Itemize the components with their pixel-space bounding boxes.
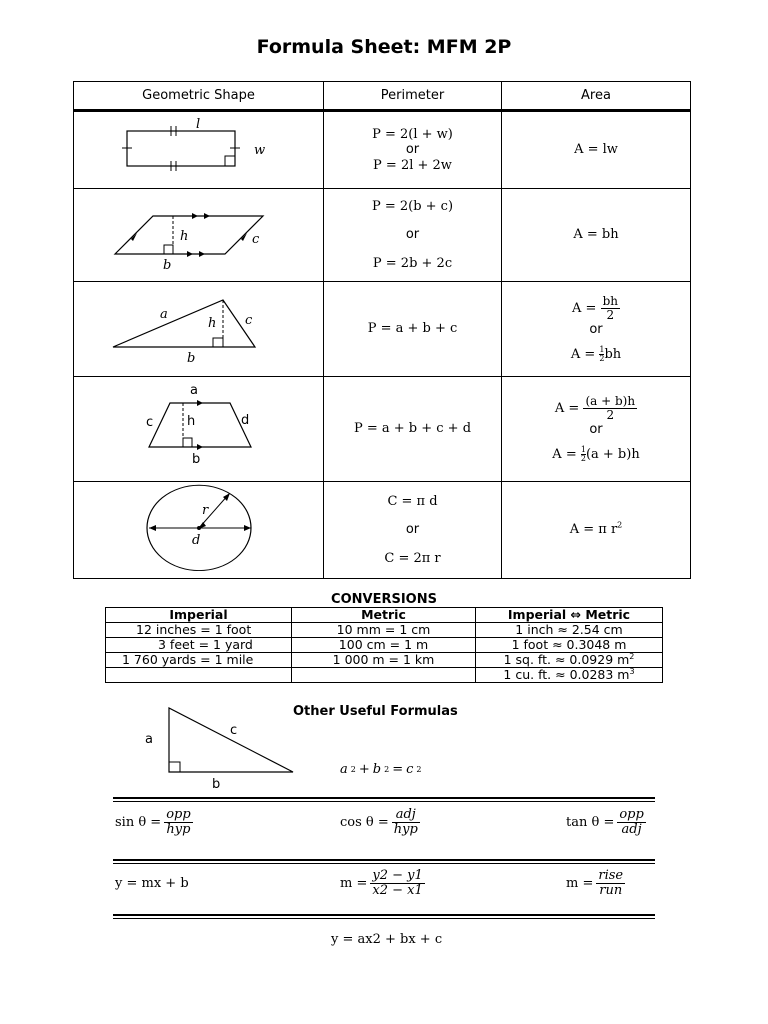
- circle-area-formula: A = π r: [569, 522, 618, 538]
- circle-circumference-formula-2: C = 2π r: [384, 550, 441, 566]
- slope-run-denominator: run: [599, 883, 623, 899]
- rectangle-perimeter: [324, 111, 502, 189]
- triangle-label-a: a: [159, 307, 168, 322]
- unit-exponent: 2: [629, 651, 635, 661]
- table-cell: [476, 653, 663, 668]
- page-title: Formula Sheet: MFM 2P: [256, 36, 512, 58]
- table-cell: 1 000 m = 1 km: [292, 653, 476, 668]
- header-perimeter: Perimeter: [324, 82, 502, 111]
- tangent-numerator: opp: [619, 807, 644, 822]
- line-formula: y = mx + b: [115, 876, 189, 891]
- triangle-perimeter: P = a + b + c: [324, 282, 502, 377]
- shapes-table: [73, 81, 691, 579]
- or-text: or: [589, 422, 603, 438]
- table-cell: 100 cm = 1 m: [292, 638, 476, 653]
- slope-denominator: x2 − x1: [372, 883, 423, 899]
- parallelogram-perimeter-formula-2: P = 2b + 2c: [372, 255, 453, 271]
- pythagorean-formula: a 2 + b 2 = c 2: [340, 762, 422, 777]
- table-row: [106, 668, 663, 683]
- triangle-area-numerator: bh: [602, 294, 618, 309]
- rectangle-label-l: l: [195, 117, 200, 132]
- conversions-header-row: [106, 608, 663, 623]
- table-cell: [476, 623, 663, 638]
- table-cell: 12 inches = 1 foot: [106, 623, 292, 638]
- triangle-label-b: b: [186, 351, 195, 366]
- table-cell: 10 mm = 1 cm: [292, 623, 476, 638]
- circle-cell: [74, 482, 324, 579]
- circle-area-exponent: 2: [617, 520, 623, 530]
- parallelogram-row: [74, 189, 691, 282]
- slope-rise-lhs: m =: [566, 876, 594, 892]
- trapezoid-area-denominator: 2: [606, 408, 615, 423]
- divider: [113, 797, 655, 799]
- right-triangle-label-c: c: [230, 723, 238, 738]
- circle-diagram: [75, 482, 323, 574]
- cosine-formula: [340, 808, 420, 838]
- parallelogram-label-h: h: [179, 229, 188, 244]
- triangle-cell: [74, 282, 324, 377]
- trapezoid-area: [502, 377, 691, 482]
- header-area: Area: [502, 82, 691, 111]
- table-cell-text: 1 inch ≈ 2.54 cm: [515, 622, 623, 637]
- rectangle-perimeter-formula-2: P = 2l + 2w: [373, 157, 452, 173]
- trapezoid-label-h: h: [186, 414, 195, 429]
- parallelogram-cell: [74, 189, 324, 282]
- other-formulas-title: Other Useful Formulas: [293, 704, 458, 719]
- divider: [113, 801, 655, 802]
- table-row: [106, 638, 663, 653]
- table-cell: [292, 668, 476, 683]
- conversions-header-imperial: Imperial: [106, 608, 292, 623]
- triangle-diagram: [75, 282, 323, 372]
- rectangle-row: [74, 111, 691, 189]
- table-row: [106, 653, 663, 668]
- table-cell-text: 1 cu. ft. ≈ 0.0283 m: [503, 667, 630, 682]
- parallelogram-perimeter-formula-1: P = 2(b + c): [371, 198, 454, 214]
- conversions-header-imperial-metric: Imperial ⇔ Metric: [476, 608, 663, 623]
- half-denominator: 2: [599, 353, 605, 363]
- trapezoid-label-c: c: [145, 415, 153, 430]
- table-cell: [106, 668, 292, 683]
- trapezoid-row: [74, 377, 691, 482]
- table-row: [106, 623, 663, 638]
- trapezoid-area2-rhs: (a + b)h: [585, 446, 640, 462]
- trapezoid-label-b: b: [191, 452, 200, 467]
- table-cell: 3 feet = 1 yard: [106, 638, 292, 653]
- conversions-table: [105, 607, 663, 683]
- unit-exponent: 3: [629, 666, 635, 676]
- triangle-area: [502, 282, 691, 377]
- slope-lhs: m =: [340, 876, 368, 892]
- cosine-numerator: adj: [392, 808, 420, 823]
- half-numerator: 1: [580, 444, 586, 454]
- trapezoid-area-numerator: (a + b)h: [585, 394, 636, 409]
- half-numerator: 1: [599, 344, 605, 354]
- divider: [113, 914, 655, 916]
- or-text: or: [405, 142, 420, 158]
- right-triangle-label-b: b: [212, 777, 221, 792]
- trapezoid-perimeter: P = a + b + c + d: [324, 377, 502, 482]
- trapezoid-cell: [74, 377, 324, 482]
- or-text: or: [405, 227, 420, 243]
- conversions-header-metric: Metric: [292, 608, 476, 623]
- trapezoid-label-d: d: [240, 413, 249, 428]
- tangent-lhs: tan θ =: [566, 815, 615, 831]
- table-cell: [476, 668, 663, 683]
- circle-label-r: r: [201, 503, 208, 518]
- circle-circumference-formula-1: C = π d: [387, 493, 438, 509]
- tangent-formula: [566, 808, 646, 838]
- parallelogram-perimeter: [324, 189, 502, 282]
- trapezoid-label-a: a: [189, 383, 198, 398]
- parallelogram-label-b: b: [162, 258, 171, 273]
- cosine-lhs: cos θ =: [340, 815, 389, 831]
- divider: [113, 859, 655, 861]
- pythagoras-c: c: [406, 762, 414, 777]
- circle-label-d: d: [191, 533, 200, 548]
- parallelogram-area: A = bh: [502, 189, 691, 282]
- table-cell: [476, 638, 663, 653]
- triangle-label-c: c: [244, 313, 252, 328]
- or-text: or: [589, 322, 603, 338]
- divider: [113, 863, 655, 864]
- circle-circumference: [324, 482, 502, 579]
- circle-row: [74, 482, 691, 579]
- slope-formula: [340, 869, 425, 899]
- half-denominator: 2: [580, 453, 586, 463]
- rectangle-diagram: [75, 112, 323, 184]
- triangle-area2-rhs: bh: [604, 346, 622, 362]
- table-cell: 1 760 yards = 1 mile: [106, 653, 292, 668]
- table-cell-text: 1 foot ≈ 0.3048 m: [511, 637, 627, 652]
- sine-denominator: hyp: [166, 822, 191, 838]
- parallelogram-label-c: c: [251, 232, 259, 247]
- rectangle-perimeter-formula-1: P = 2(l + w): [372, 126, 453, 142]
- quadratic-formula: y = ax2 + bx + c: [331, 932, 443, 947]
- triangle-area2-lhs: A =: [570, 346, 596, 362]
- triangle-area-lhs: A =: [572, 301, 597, 317]
- sine-numerator: opp: [166, 807, 191, 822]
- slope-numerator: y2 − y1: [372, 868, 423, 883]
- triangle-area-denominator: 2: [606, 308, 615, 323]
- table-cell-text: 1 sq. ft. ≈ 0.0929 m: [503, 652, 630, 667]
- triangle-row: [74, 282, 691, 377]
- trapezoid-diagram: [75, 377, 323, 477]
- pythagoras-a: a: [340, 762, 348, 777]
- rectangle-area: A = lw: [502, 111, 691, 189]
- or-text: or: [405, 522, 420, 538]
- right-triangle-label-a: a: [145, 732, 153, 747]
- slope-rise-run-formula: [566, 869, 625, 899]
- slope-rise-numerator: rise: [598, 868, 624, 883]
- conversions-title: CONVERSIONS: [331, 592, 437, 607]
- circle-area: [502, 482, 691, 579]
- triangle-label-h: h: [207, 316, 216, 331]
- tangent-denominator: adj: [621, 822, 642, 838]
- table-header-row: [74, 82, 691, 111]
- sine-formula: [115, 808, 193, 838]
- sine-lhs: sin θ =: [115, 815, 162, 831]
- trapezoid-area2-lhs: A =: [552, 446, 577, 462]
- cosine-denominator: hyp: [393, 822, 418, 838]
- trapezoid-area-lhs: A =: [554, 401, 580, 417]
- pythagoras-b: b: [372, 762, 382, 777]
- parallelogram-diagram: [75, 189, 323, 277]
- right-triangle-diagram: [140, 700, 310, 795]
- rectangle-label-w: w: [253, 143, 265, 158]
- rectangle-cell: [74, 111, 324, 189]
- divider: [113, 918, 655, 919]
- header-geometric-shape: Geometric Shape: [74, 82, 324, 111]
